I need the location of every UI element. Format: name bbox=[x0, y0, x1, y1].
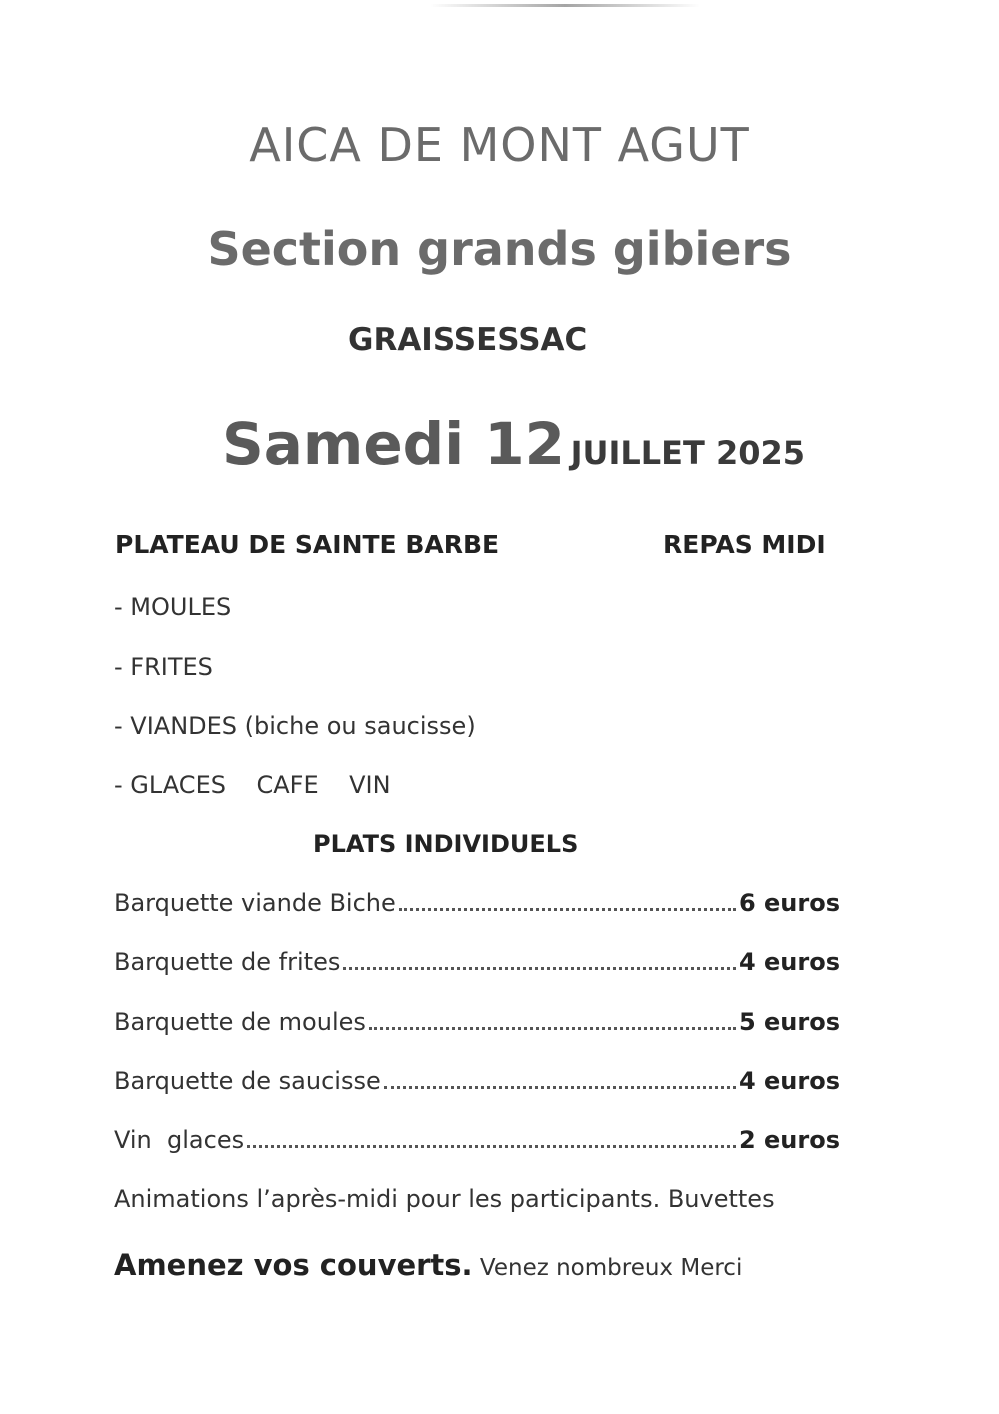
menu-item: - FRITES bbox=[114, 653, 213, 681]
price-row-price: 6 euros bbox=[738, 889, 840, 917]
location-label: PLATEAU DE SAINTE BARBE bbox=[115, 530, 500, 559]
scan-edge bbox=[430, 4, 700, 7]
bring-cutlery: Amenez vos couverts. bbox=[114, 1248, 473, 1282]
leader-dots bbox=[247, 1145, 736, 1148]
price-row-price: 4 euros bbox=[738, 948, 840, 976]
organization-title: AICA DE MONT AGUT bbox=[249, 118, 750, 172]
menu-item: - MOULES bbox=[114, 593, 232, 621]
menu-item: - GLACES CAFE VIN bbox=[114, 771, 391, 799]
price-row bbox=[114, 1126, 840, 1154]
leader-dots bbox=[343, 967, 736, 970]
price-row bbox=[114, 889, 840, 917]
price-row-price: 2 euros bbox=[738, 1126, 840, 1154]
meal-label: REPAS MIDI bbox=[663, 530, 826, 559]
footer-note bbox=[114, 1248, 742, 1282]
date-month-year: JUILLET 2025 bbox=[570, 434, 806, 472]
price-row bbox=[114, 1008, 840, 1036]
section-title: Section grands gibiers bbox=[207, 222, 792, 276]
price-row-price: 5 euros bbox=[738, 1008, 840, 1036]
leader-dots bbox=[384, 1086, 736, 1089]
price-row-label: Barquette de saucisse bbox=[114, 1067, 381, 1095]
welcome-thanks: Venez nombreux Merci bbox=[472, 1255, 743, 1281]
leader-dots bbox=[369, 1027, 736, 1030]
leader-dots bbox=[399, 908, 736, 911]
animations-note: Animations l’après-midi pour les participants. Buvettes bbox=[114, 1185, 775, 1213]
price-row-label: Barquette de frites bbox=[114, 948, 341, 976]
event-date bbox=[222, 410, 805, 478]
price-row-price: 4 euros bbox=[738, 1067, 840, 1095]
price-row bbox=[114, 1067, 840, 1095]
town-name: GRAISSESSAC bbox=[348, 322, 588, 358]
price-row-label: Vin glaces bbox=[114, 1126, 245, 1154]
price-row-label: Barquette de moules bbox=[114, 1008, 366, 1036]
date-day: Samedi 12 bbox=[222, 410, 565, 478]
price-row-label: Barquette viande Biche bbox=[114, 889, 396, 917]
menu-item: - VIANDES (biche ou saucisse) bbox=[114, 712, 476, 740]
price-row bbox=[114, 948, 840, 976]
individual-dishes-title: PLATS INDIVIDUELS bbox=[313, 830, 579, 858]
